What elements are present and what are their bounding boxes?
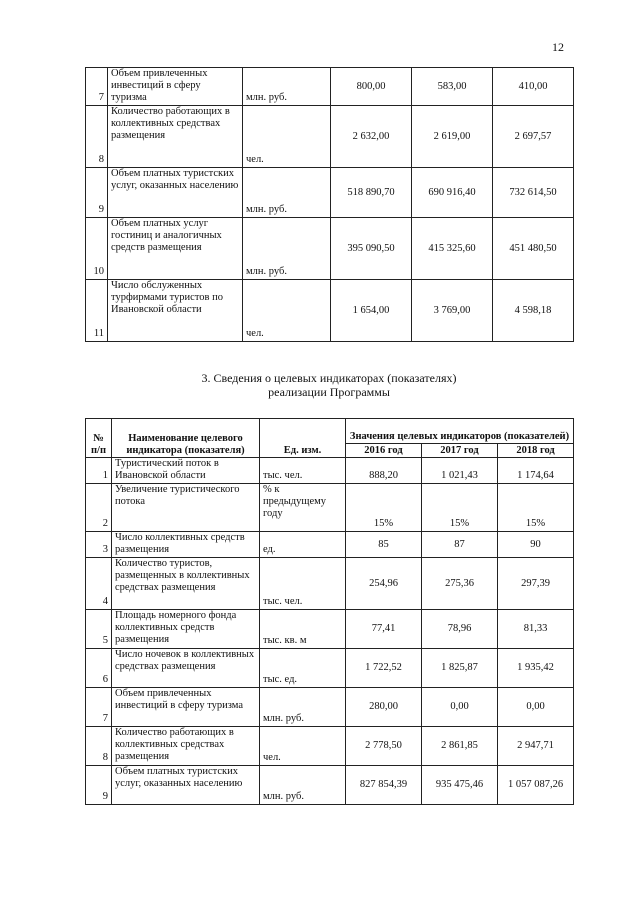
value-2018: 1 057 087,26 xyxy=(498,766,574,805)
indicator-name: Количество работающих в коллективных средствах размещения xyxy=(112,727,260,766)
table-row xyxy=(86,610,574,649)
value-2017: 3 769,00 xyxy=(412,280,493,342)
unit-cell: млн. руб. xyxy=(260,766,346,805)
value-2017: 690 916,40 xyxy=(412,168,493,218)
unit-cell: млн. руб. xyxy=(260,688,346,727)
value-2017: 415 325,60 xyxy=(412,218,493,280)
value-2018: 15% xyxy=(498,484,574,532)
unit-cell: млн. руб. xyxy=(243,68,331,106)
value-2018: 1 935,42 xyxy=(498,649,574,688)
unit-cell: чел. xyxy=(243,106,331,168)
value-2016: 888,20 xyxy=(346,458,422,484)
indicator-name: Увеличение туристического потока xyxy=(112,484,260,532)
value-2017: 15% xyxy=(422,484,498,532)
table-row xyxy=(86,106,574,168)
table-row xyxy=(86,532,574,558)
value-2016: 2 778,50 xyxy=(346,727,422,766)
value-2017: 2 861,85 xyxy=(422,727,498,766)
value-2018: 90 xyxy=(498,532,574,558)
unit-cell: чел. xyxy=(260,727,346,766)
header-unit: Ед. изм. xyxy=(260,419,346,458)
row-number: 6 xyxy=(86,649,112,688)
unit-cell: тыс. кв. м xyxy=(260,610,346,649)
value-2016: 280,00 xyxy=(346,688,422,727)
value-2017: 583,00 xyxy=(412,68,493,106)
section-title-line: 3. Сведения о целевых индикаторах (показателях) xyxy=(201,371,457,385)
value-2018: 297,39 xyxy=(498,558,574,610)
table-row xyxy=(86,649,574,688)
value-2018: 81,33 xyxy=(498,610,574,649)
unit-cell: млн. руб. xyxy=(243,218,331,280)
unit-cell: тыс. чел. xyxy=(260,558,346,610)
indicator-name: Количество работающих в коллективных средствах размещения xyxy=(108,106,243,168)
value-2016: 1 654,00 xyxy=(331,280,412,342)
indicator-name: Туристический поток в Ивановской области xyxy=(112,458,260,484)
row-number: 4 xyxy=(86,558,112,610)
indicator-name: Число коллективных средств размещения xyxy=(112,532,260,558)
header-year-2018: 2018 год xyxy=(498,444,574,458)
indicator-name: Количество туристов, размещенных в коллективных средствах размещения xyxy=(112,558,260,610)
row-number: 9 xyxy=(86,766,112,805)
indicator-name: Объем платных услуг гостиниц и аналогичных средств размещения xyxy=(108,218,243,280)
table-row xyxy=(86,458,574,484)
page-number: 12 xyxy=(552,40,564,54)
value-2017: 1 021,43 xyxy=(422,458,498,484)
table-row xyxy=(86,484,574,532)
value-2016: 254,96 xyxy=(346,558,422,610)
value-2017: 275,36 xyxy=(422,558,498,610)
value-2016: 15% xyxy=(346,484,422,532)
value-2018: 410,00 xyxy=(493,68,574,106)
indicator-name: Число ночевок в коллективных средствах размещения xyxy=(112,649,260,688)
value-2017: 78,96 xyxy=(422,610,498,649)
value-2017: 1 825,87 xyxy=(422,649,498,688)
value-2016: 85 xyxy=(346,532,422,558)
unit-cell: % к предыдущему году xyxy=(260,484,346,532)
value-2017: 2 619,00 xyxy=(412,106,493,168)
value-2016: 2 632,00 xyxy=(331,106,412,168)
table-row xyxy=(86,688,574,727)
value-2016: 77,41 xyxy=(346,610,422,649)
continued-indicators-table xyxy=(85,67,574,342)
table-row xyxy=(86,218,574,280)
value-2016: 1 722,52 xyxy=(346,649,422,688)
row-number: 8 xyxy=(86,106,108,168)
indicator-name: Площадь номерного фонда коллективных средств размещения xyxy=(112,610,260,649)
header-row xyxy=(86,419,574,444)
unit-cell: тыс. чел. xyxy=(260,458,346,484)
table-row xyxy=(86,168,574,218)
row-number: 7 xyxy=(86,688,112,727)
unit-cell: чел. xyxy=(243,280,331,342)
row-number: 11 xyxy=(86,280,108,342)
value-2016: 518 890,70 xyxy=(331,168,412,218)
value-2017: 935 475,46 xyxy=(422,766,498,805)
table-row xyxy=(86,766,574,805)
unit-cell: тыс. ед. xyxy=(260,649,346,688)
value-2018: 451 480,50 xyxy=(493,218,574,280)
indicator-name: Объем привлеченных инвестиций в сферу туризма xyxy=(108,68,243,106)
value-2018: 1 174,64 xyxy=(498,458,574,484)
value-2018: 4 598,18 xyxy=(493,280,574,342)
value-2018: 2 697,57 xyxy=(493,106,574,168)
table-row xyxy=(86,280,574,342)
value-2016: 800,00 xyxy=(331,68,412,106)
section-title-line: реализации Программы xyxy=(268,385,390,399)
value-2018: 0,00 xyxy=(498,688,574,727)
table-row xyxy=(86,68,574,106)
header-indicator-name: Наименование целевого индикатора (показателя) xyxy=(112,419,260,458)
indicator-name: Объем привлеченных инвестиций в сферу туризма xyxy=(112,688,260,727)
row-number: 10 xyxy=(86,218,108,280)
target-indicators-table xyxy=(85,418,574,805)
table-row xyxy=(86,727,574,766)
row-number: 2 xyxy=(86,484,112,532)
value-2017: 0,00 xyxy=(422,688,498,727)
value-2017: 87 xyxy=(422,532,498,558)
value-2018: 732 614,50 xyxy=(493,168,574,218)
unit-cell: млн. руб. xyxy=(243,168,331,218)
header-number: № п/п xyxy=(86,419,112,458)
section-title xyxy=(85,371,573,399)
row-number: 3 xyxy=(86,532,112,558)
value-2016: 395 090,50 xyxy=(331,218,412,280)
row-number: 1 xyxy=(86,458,112,484)
indicator-name: Число обслуженных турфирмами туристов по Ивановской области xyxy=(108,280,243,342)
unit-cell: ед. xyxy=(260,532,346,558)
value-2018: 2 947,71 xyxy=(498,727,574,766)
row-number: 5 xyxy=(86,610,112,649)
indicator-name: Объем платных туристских услуг, оказанных населению xyxy=(108,168,243,218)
value-2016: 827 854,39 xyxy=(346,766,422,805)
header-values-group: Значения целевых индикаторов (показателей) xyxy=(346,419,574,444)
row-number: 8 xyxy=(86,727,112,766)
row-number: 9 xyxy=(86,168,108,218)
header-year-2016: 2016 год xyxy=(346,444,422,458)
header-year-2017: 2017 год xyxy=(422,444,498,458)
indicator-name: Объем платных туристских услуг, оказанных населению xyxy=(112,766,260,805)
row-number: 7 xyxy=(86,68,108,106)
table-row xyxy=(86,558,574,610)
